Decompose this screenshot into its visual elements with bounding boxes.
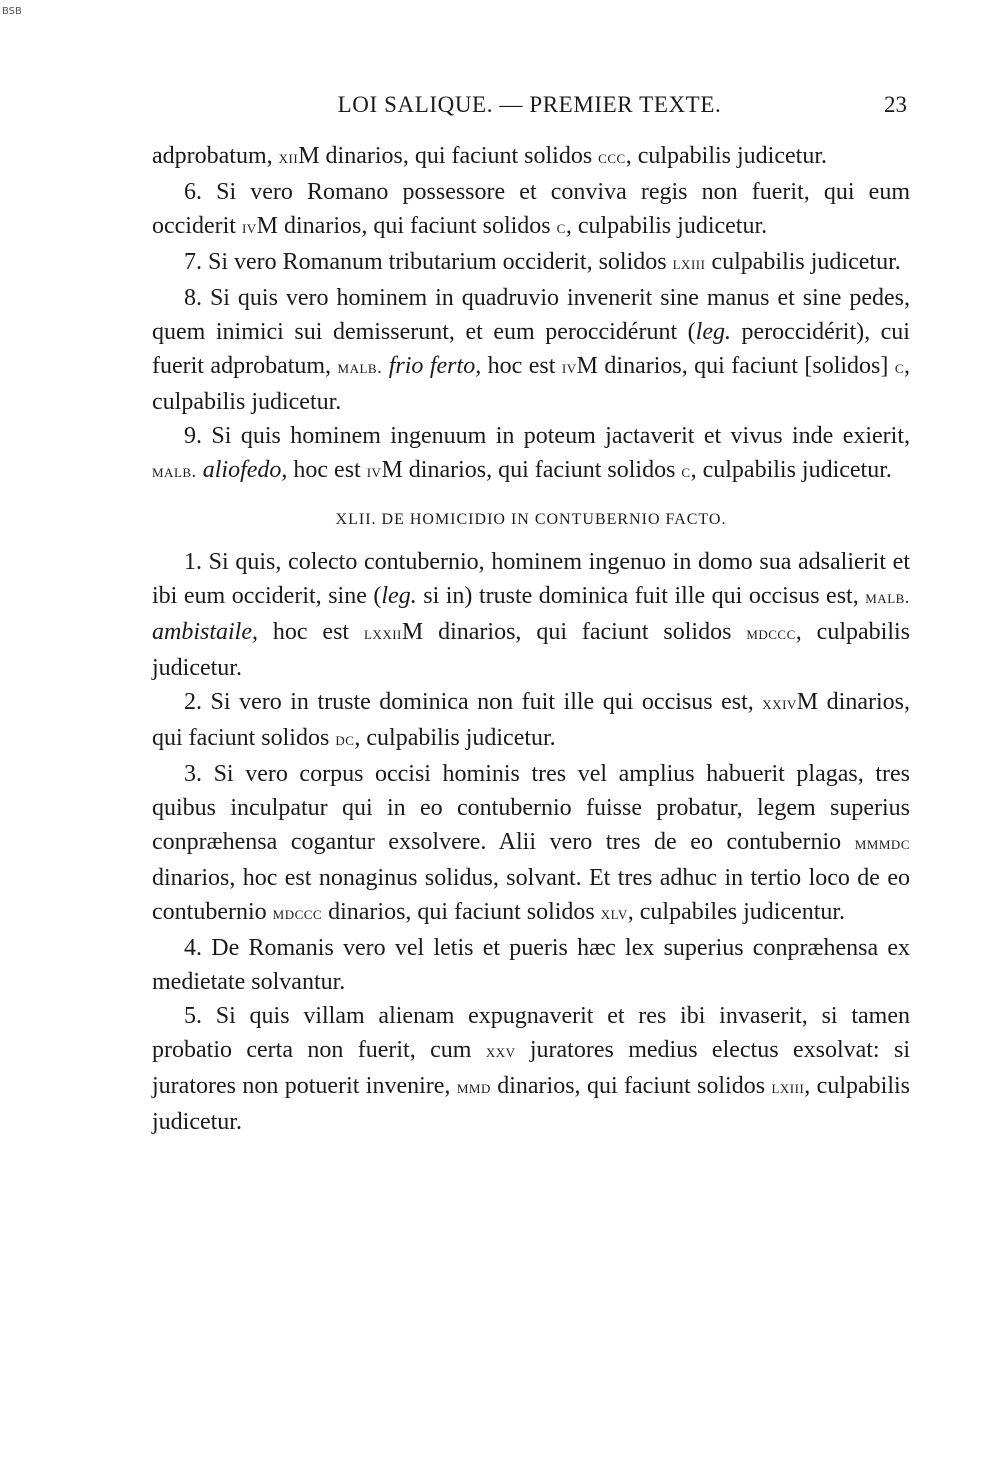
paragraph-xlii-1 bbox=[152, 545, 910, 685]
text-run: 2. Si vero in truste dominica non fuit ille qui occisus est, bbox=[184, 689, 763, 715]
text-run: hoc est bbox=[258, 619, 364, 645]
text-run: 6. Si vero Romano possessore et conviva regis non fuerit, qui eum occiderit bbox=[152, 179, 910, 239]
text-run: M dinarios, qui faciunt [solidos] bbox=[576, 353, 895, 379]
text-run: hoc est bbox=[481, 353, 562, 379]
text-run: , culpabilis judicetur. bbox=[152, 1073, 910, 1135]
text-run: , culpabilis judicetur. bbox=[152, 353, 911, 415]
text-run: hoc est bbox=[287, 457, 367, 483]
text-run: culpabilis judicetur. bbox=[705, 249, 901, 275]
text-run: M dinarios, qui faciunt solidos bbox=[152, 689, 910, 751]
numeral: mmmdc bbox=[854, 833, 910, 854]
numeral: mdccc bbox=[272, 903, 323, 924]
paragraph-xlii-4 bbox=[152, 931, 910, 999]
text-run: dinarios, qui faciunt solidos bbox=[322, 899, 601, 925]
text-run: 5. Si quis villam alienam expugnaverit et res ibi invaserit, si tamen probatio certa non fuerit, cum bbox=[152, 1003, 910, 1063]
numeral: iv bbox=[366, 461, 382, 482]
text-run: 1. Si quis, colecto contubernio, hominem ingenuo in domo sua adsalierit et ibi eum occiderit, sine ( bbox=[152, 549, 910, 609]
text-run: 7. Si vero Romanum tributarium occiderit, solidos bbox=[184, 249, 673, 275]
paragraph-continued bbox=[152, 139, 910, 175]
library-stamp: BSB bbox=[2, 6, 22, 17]
numeral: c bbox=[681, 461, 691, 482]
text-run: , culpabilis judicetur. bbox=[152, 619, 910, 681]
italic-run: leg. bbox=[381, 583, 417, 609]
text-run: juratores medius electus exsolvat: si juratores non potuerit invenire, bbox=[152, 1037, 910, 1099]
page-body bbox=[152, 139, 910, 1139]
numeral: mmd bbox=[456, 1077, 491, 1098]
numeral: dc bbox=[335, 729, 355, 750]
text-run: dinarios, qui faciunt solidos bbox=[490, 1073, 772, 1099]
numeral: c bbox=[894, 357, 905, 378]
text-run: , culpabilis judicetur. bbox=[565, 213, 768, 239]
paragraph-xlii-3 bbox=[152, 757, 910, 931]
text-run: adprobatum, bbox=[152, 143, 279, 169]
malberg-gloss: ambistaile, bbox=[152, 619, 258, 645]
text-run: dinarios, hoc est nonaginus solidus, solvant. Et tres adhuc in tertio loco de eo contubernio bbox=[152, 865, 910, 925]
text-run: , culpabilis judicetur. bbox=[625, 143, 827, 169]
paragraph-8 bbox=[152, 281, 910, 419]
numeral: lxiii bbox=[672, 253, 706, 274]
text-run: 9. Si quis hominem ingenuum in poteum jactaverit et vivus inde exierit, bbox=[184, 423, 910, 449]
text-run: 4. De Romanis vero vel letis et pueris hæc lex superius conpræhensa ex medietate solvantur. bbox=[152, 935, 910, 995]
paragraph-xlii-2 bbox=[152, 685, 910, 757]
text-run: M dinarios, qui faciunt solidos bbox=[401, 619, 747, 645]
text-run: M dinarios, qui faciunt solidos bbox=[381, 457, 682, 483]
page-number: 23 bbox=[884, 92, 907, 117]
numeral: xlv bbox=[600, 903, 628, 924]
text-run: , culpabiles judicentur. bbox=[627, 899, 846, 925]
paragraph-6 bbox=[152, 175, 910, 245]
page-header bbox=[152, 92, 907, 122]
abbreviation: malb. bbox=[337, 357, 383, 378]
text-run: , culpabilis judicetur. bbox=[690, 457, 892, 483]
abbreviation: malb. bbox=[152, 461, 197, 482]
text-run: peroccidérit), cui fuerit adprobatum, bbox=[152, 319, 910, 379]
text-run: M dinarios, qui faciunt solidos bbox=[256, 213, 557, 239]
italic-run: leg. bbox=[695, 319, 731, 345]
numeral: c bbox=[556, 217, 566, 238]
numeral: xxiv bbox=[762, 693, 797, 714]
text-run: 8. Si quis vero hominem in quadruvio invenerit sine manus et sine pedes, quem inimici sui demisserunt, et eum peroccidérunt ( bbox=[152, 285, 910, 345]
abbreviation: malb. bbox=[865, 587, 910, 608]
text-run: , culpabilis judicetur. bbox=[354, 725, 556, 751]
numeral: ccc bbox=[598, 147, 626, 168]
numeral: iv bbox=[241, 217, 257, 238]
malberg-gloss: frio ferto, bbox=[388, 353, 482, 379]
numeral: iv bbox=[561, 357, 577, 378]
paragraph-9 bbox=[152, 419, 910, 489]
text-run: 3. Si vero corpus occisi hominis tres vel amplius habuerit plagas, tres quibus inculpatur qui in eo contubernio fuisse probatur, legem superius conpræhensa cogantur exsolvere. Alii vero tres de eo contubernio bbox=[152, 761, 910, 855]
numeral: xxv bbox=[485, 1041, 516, 1062]
text-run: si in) truste dominica fuit ille qui occisus est, bbox=[416, 583, 866, 609]
numeral: lxiii bbox=[771, 1077, 805, 1098]
running-title: LOI SALIQUE. — PREMIER TEXTE. bbox=[337, 92, 722, 117]
numeral: xii bbox=[278, 147, 299, 168]
section-heading: XLII. DE HOMICIDIO IN CONTUBERNIO FACTO. bbox=[335, 511, 727, 528]
numeral: mdccc bbox=[746, 623, 796, 644]
text-run: M dinarios, qui faciunt solidos bbox=[298, 143, 599, 169]
paragraph-7 bbox=[152, 245, 910, 281]
paragraph-xlii-5 bbox=[152, 999, 910, 1139]
numeral: lxxii bbox=[363, 623, 402, 644]
malberg-gloss: aliofedo, bbox=[202, 457, 288, 483]
